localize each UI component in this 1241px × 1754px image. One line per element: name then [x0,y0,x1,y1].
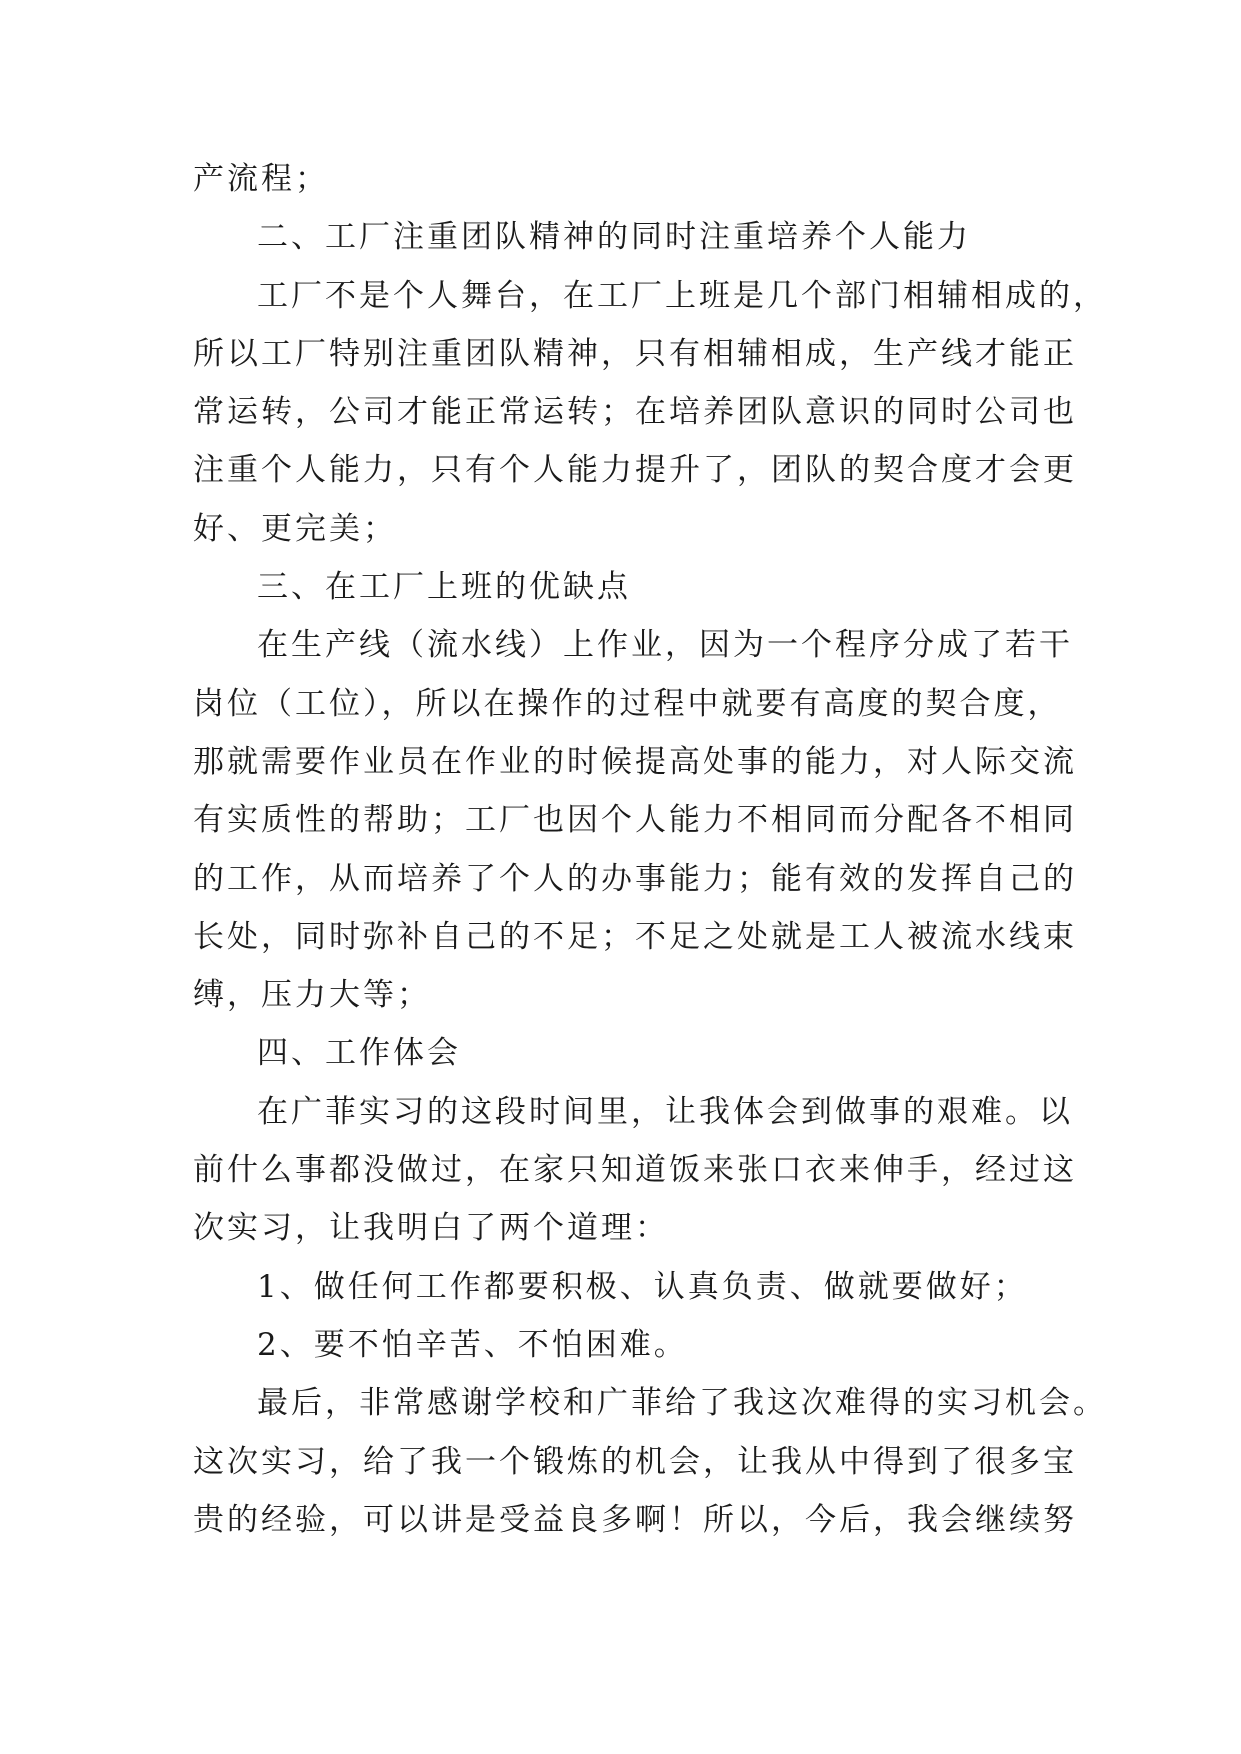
text-line: 那就需要作业员在作业的时候提高处事的能力，对人际交流 [193,743,1077,780]
text-line: 贵的经验，可以讲是受益良多啊！所以，今后，我会继续努 [193,1501,1077,1538]
text-line: 缚，压力大等； [193,977,431,1014]
section-heading: 二、工厂注重团队精神的同时注重培养个人能力 [257,219,971,256]
text-line: 产流程； [193,161,329,197]
text-line: 有实质性的帮助；工厂也因个人能力不相同而分配各不相同 [193,802,1077,839]
text-line: 这次实习，给了我一个锻炼的机会，让我从中得到了很多宝 [193,1443,1077,1480]
text-line: 长处，同时弥补自己的不足；不足之处就是工人被流水线束 [193,918,1077,955]
text-line: 好、更完美； [193,510,397,547]
text-line: 在生产线（流水线）上作业，因为一个程序分成了若干 [257,627,1073,664]
text-line: 在广菲实习的这段时间里，让我体会到做事的艰难。以 [257,1093,1073,1130]
text-line: 次实习，让我明白了两个道理： [193,1210,669,1247]
text-line: 前什么事都没做过，在家只知道饭来张口衣来伸手，经过这 [193,1152,1077,1189]
text-line: 所以工厂特别注重团队精神，只有相辅相成，生产线才能正 [193,335,1077,372]
text-line: 注重个人能力，只有个人能力提升了，团队的契合度才会更 [193,452,1077,489]
text-line: 常运转，公司才能正常运转；在培养团队意识的同时公司也 [193,394,1077,431]
text-line: 工厂不是个人舞台，在工厂上班是几个部门相辅相成的， [257,277,1107,314]
document-body [193,150,1107,1549]
list-item: 2、要不怕辛苦、不怕困难。 [257,1326,688,1363]
list-item: 1、做任何工作都要积极、认真负责、做就要做好； [257,1268,1028,1305]
section-heading: 三、在工厂上班的优缺点 [257,569,631,606]
section-heading: 四、工作体会 [257,1035,461,1072]
text-line: 岗位（工位），所以在操作的过程中就要有高度的契合度， [193,685,1062,722]
text-line: 最后，非常感谢学校和广菲给了我这次难得的实习机会。 [257,1385,1107,1422]
text-line: 的工作，从而培养了个人的办事能力；能有效的发挥自己的 [193,860,1077,897]
